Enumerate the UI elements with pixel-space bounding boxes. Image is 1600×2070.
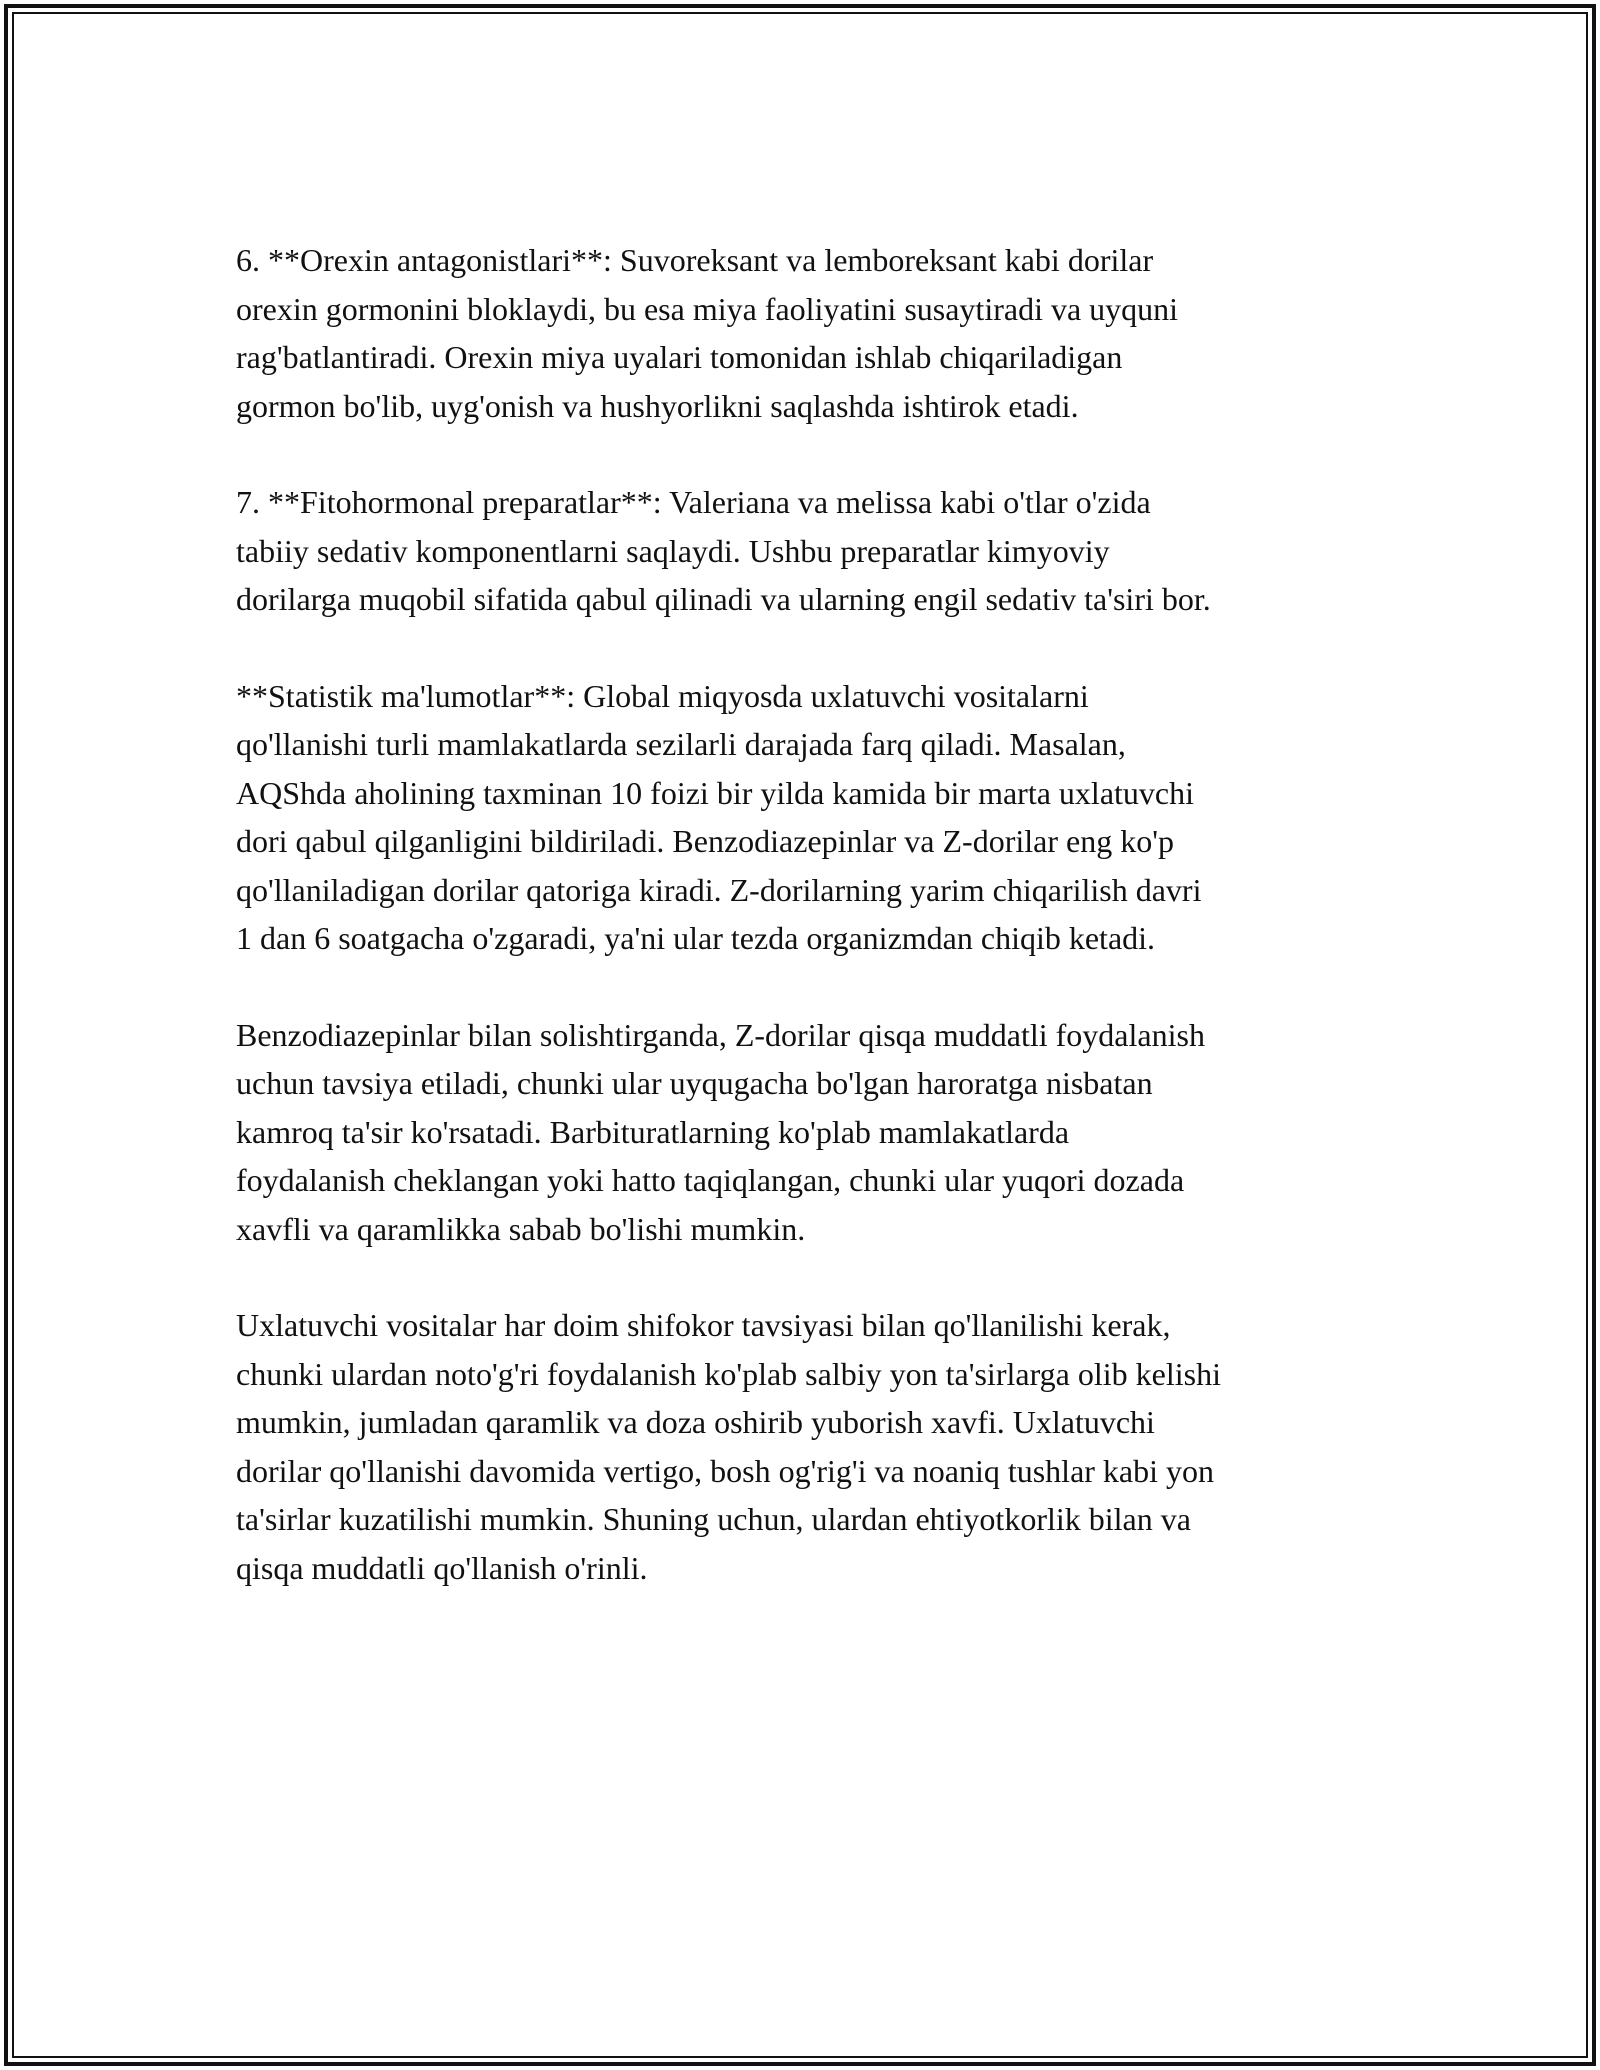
paragraph-comparison: Benzodiazepinlar bilan solishtirganda, Z-dorilar qisqa muddatli foydalanish uchun tavsiya etiladi, chunki ular uyqugacha bo'lgan haroratga nisbatan kamroq ta'sir ko'rsatadi. Barbituratlarning ko'plab mamlakatlarda foydalanish cheklangan yoki hatto taqiqlangan, chunki ular yuqori dozada xavfli va qaramlikka sabab bo'lishi mumkin.: [236, 1016, 1205, 1247]
paragraph-recommendation: Uxlatuvchi vositalar har doim shifokor tavsiyasi bilan qo'llanilishi kerak, chunki ulardan noto'g'ri foydalanish ko'plab salbiy yon ta'sirlarga olib kelishi mumkin, jumladan qaramlik va doza oshirib yuborish xavfi. Uxlatuvchi dorilar qo'llanishi davomida vertigo, bosh og'rig'i va noaniq tushlar kabi yon ta'sirlar kuzatilishi mumkin. Shuning uchun, ulardan ehtiyotkorlik bilan va qisqa muddatli qo'llanish o'rinli.: [236, 1307, 1221, 1586]
document-body: [236, 236, 1386, 1640]
paragraph-phytohormonal-preparations: 7. **Fitohormonal preparatlar**: Valeriana va melissa kabi o'tlar o'zida tabiiy sedativ komponentlarni saqlaydi. Ushbu preparatlar kimyoviy dorilarga muqobil sifatida qabul qilinadi va ularning engil sedativ ta'siri bor.: [236, 484, 1211, 617]
paragraph-orexin-antagonists: 6. **Orexin antagonistlari**: Suvoreksant va lemboreksant kabi dorilar orexin gormonini bloklaydi, bu esa miya faoliyatini susaytiradi va uyquni rag'batlantiradi. Orexin miya uyalari tomonidan ishlab chiqariladigan gormon bo'lib, uyg'onish va hushyorlikni saqlashda ishtirok etadi.: [236, 242, 1179, 424]
paragraph-statistics: **Statistik ma'lumotlar**: Global miqyosda uxlatuvchi vositalarni qo'llanishi turli mamlakatlarda sezilarli darajada farq qiladi. Masalan, AQShda aholining taxminan 10 foizi bir yilda kamida bir marta uxlatuvchi dori qabul qilganligini bildiriladi. Benzodiazepinlar va Z-dorilar eng ko'p qo'llaniladigan dorilar qatoriga kiradi. Z-dorilarning yarim chiqarilish davri 1 dan 6 soatgacha o'zgaradi, ya'ni ular tezda organizmdan chiqib ketadi.: [236, 677, 1202, 956]
